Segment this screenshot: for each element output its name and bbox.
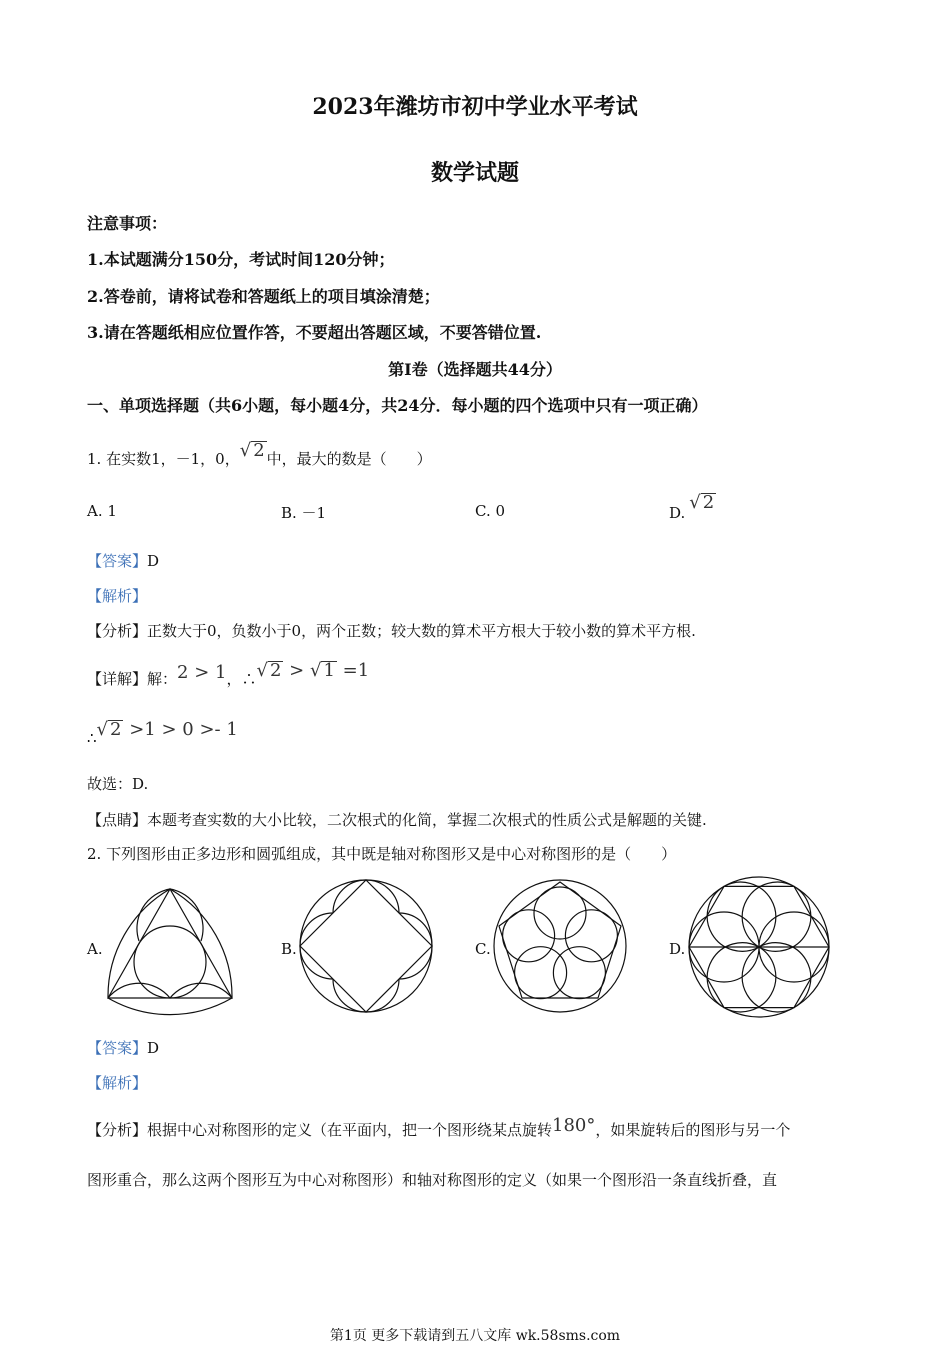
answer-tag: 【答案】 bbox=[87, 552, 148, 570]
q1-fenxi: 【分析】正数大于0，负数小于0，两个正数；较大数的算术平方根大于较小数的算术平方根. bbox=[87, 622, 696, 640]
page-title: 2023年潍坊市初中学业水平考试 bbox=[312, 94, 638, 120]
sqrt-radicand-one: 1 bbox=[323, 660, 335, 681]
q2-fenxi-line2: 图形重合，那么这两个图形互为中心对称图形）和轴对称图形的定义（如果一个图形沿一条直线折叠，直 bbox=[87, 1171, 778, 1189]
part-title: 一、单项选择题（共6小题，每小题4分，共24分．每小题的四个选项中只有一项正确） bbox=[87, 396, 708, 415]
detail-prefix: 【详解】解： bbox=[87, 670, 178, 688]
detail-therefore: ，∴ bbox=[226, 670, 257, 688]
pentagon-petals-icon bbox=[492, 878, 628, 1014]
q2-analysis-tag: 【解析】 bbox=[87, 1074, 148, 1092]
therefore-symbol: ∴ bbox=[87, 729, 97, 747]
sqrt-radicand: 2 bbox=[702, 492, 715, 513]
answer-value: D bbox=[147, 552, 160, 570]
q1-option-b: B. －1 bbox=[281, 504, 327, 522]
sqrt-radicand: 2 bbox=[253, 440, 265, 461]
q2-answer bbox=[87, 1037, 159, 1058]
q1-stem-before: 1. 在实数1，－1，0， bbox=[87, 450, 240, 468]
q1-stem-after: 中，最大的数是（ ） bbox=[266, 450, 432, 468]
detail-expr1: 2 > 1 bbox=[177, 662, 227, 683]
sqrt-radicand: 2 bbox=[269, 660, 282, 681]
chain-expr: √ 2 >1 > 0 >- 1 bbox=[96, 719, 238, 740]
chain-text: >1 > 0 >- 1 bbox=[129, 719, 238, 740]
square-circle-arcs-icon bbox=[298, 878, 434, 1014]
q2-stem: 2. 下列图形由正多边形和圆弧组成，其中既是轴对称图形又是中心对称图形的是（ ） bbox=[87, 845, 677, 863]
answer-value: D bbox=[147, 1039, 160, 1057]
fenxi-part1: 【分析】根据中心对称图形的定义（在平面内，把一个图形绕某点旋转 bbox=[87, 1121, 553, 1139]
sqrt-radicand: 2 bbox=[110, 719, 122, 740]
gt-symbol: > bbox=[289, 660, 305, 681]
q1-choose: 故选：D. bbox=[87, 775, 149, 793]
q1-option-a: A. 1 bbox=[87, 502, 117, 520]
answer-tag: 【答案】 bbox=[87, 1039, 148, 1057]
angle-180: 180° bbox=[552, 1115, 596, 1136]
fenxi-part2: ，如果旋转后的图形与另一个 bbox=[595, 1121, 791, 1139]
q1-answer bbox=[87, 550, 159, 571]
hexagon-flower-icon bbox=[686, 874, 832, 1020]
q1-option-c: C. 0 bbox=[475, 502, 506, 520]
q2-option-c: C. bbox=[475, 940, 491, 958]
triangle-arcs-icon bbox=[104, 886, 236, 1006]
q1-stem bbox=[87, 440, 432, 469]
q2-option-b: B. bbox=[281, 940, 297, 958]
volume-title: 第Ⅰ卷（选择题共44分） bbox=[388, 360, 562, 379]
equals-one: =1 bbox=[342, 660, 370, 681]
q1-analysis-tag: 【解析】 bbox=[87, 587, 148, 605]
q2-option-d: D. bbox=[669, 940, 686, 958]
notice-heading: 注意事项： bbox=[87, 214, 168, 233]
page-footer: 第1页 更多下载请到五八文库 wk.58sms.com bbox=[329, 1328, 621, 1344]
sqrt-symbol: √ 2 bbox=[689, 492, 715, 513]
q1-chain bbox=[87, 719, 238, 748]
q1-option-d bbox=[669, 492, 716, 523]
notice-item-2: 2.答卷前，请将试卷和答题纸上的项目填涂清楚； bbox=[87, 287, 440, 306]
q1-option-d-label: D. bbox=[669, 504, 686, 522]
sqrt-symbol: √ 2 bbox=[239, 440, 265, 461]
q2-fenxi-line1 bbox=[87, 1115, 791, 1140]
q1-dianjing: 【点睛】本题考查实数的大小比较，二次根式的化简，掌握二次根式的性质公式是解题的关键. bbox=[87, 811, 707, 829]
notice-item-1: 1.本试题满分150分，考试时间120分钟； bbox=[87, 250, 395, 269]
q1-detail bbox=[87, 660, 370, 689]
page-subtitle: 数学试题 bbox=[430, 160, 519, 186]
detail-expr2: √ 2 > √ 1 =1 bbox=[256, 660, 370, 681]
q2-option-a: A. bbox=[87, 940, 103, 958]
notice-item-3: 3.请在答题纸相应位置作答，不要超出答题区域，不要答错位置. bbox=[87, 323, 542, 342]
